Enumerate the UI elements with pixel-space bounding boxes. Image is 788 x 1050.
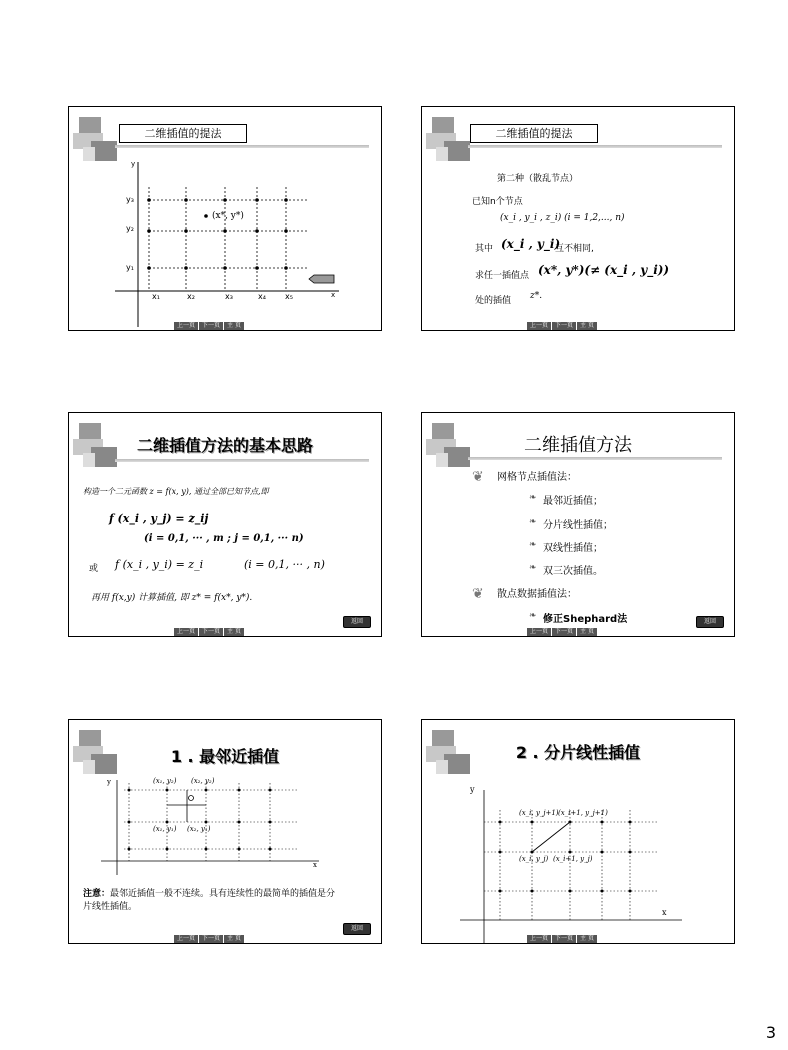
formula: (x_i , y_i , z_i) (i = 1,2,..., n) xyxy=(500,213,625,223)
slide-decoration xyxy=(426,117,470,163)
bullet-icon: ❧ xyxy=(529,493,537,503)
title-underline xyxy=(115,459,369,462)
slide-title: 二维插值方法 xyxy=(524,435,632,456)
point-label: (x₂, y₁) xyxy=(187,825,211,833)
note-label: 注意： xyxy=(83,889,111,899)
text-line: 或 xyxy=(89,564,99,574)
home-button[interactable]: 主 页 xyxy=(577,628,597,636)
back-button[interactable]: 返回 xyxy=(343,616,371,628)
note xyxy=(83,888,341,914)
prev-page-button[interactable]: 上一页 xyxy=(174,322,198,330)
section-heading: 散点数据插值法： xyxy=(497,589,577,600)
bullet-icon: ❧ xyxy=(529,611,537,621)
section-heading: 网格节点插值法： xyxy=(497,472,577,483)
next-page-button[interactable]: 下一页 xyxy=(199,322,223,330)
y-tick-2: y₂ xyxy=(126,224,134,233)
back-button[interactable]: 返回 xyxy=(696,616,724,628)
y-tick-1: y₁ xyxy=(126,263,134,272)
back-button[interactable]: 返回 xyxy=(343,923,371,935)
slide-title: 二维插值的提法 xyxy=(470,124,598,143)
formula: (x*, y*)(≠ (x_i , y_i)) xyxy=(538,263,670,277)
nav-bar xyxy=(174,322,245,330)
point-label: (x₁, y₂) xyxy=(153,777,177,785)
point-label: (x₂, y₂) xyxy=(191,777,215,785)
next-page-button[interactable]: 下一页 xyxy=(552,628,576,636)
title-underline xyxy=(115,145,369,148)
bullet-icon: ❧ xyxy=(529,563,537,573)
y-tick-3: y₃ xyxy=(126,195,134,204)
interp-point-label: (x*, y*) xyxy=(212,211,244,221)
bullet-icon: ❧ xyxy=(529,517,537,527)
leaf-icon: ❦ xyxy=(472,586,484,602)
formula: (i = 0,1, ··· , m ; j = 0,1, ··· n) xyxy=(144,533,304,544)
text-line: 其中 xyxy=(475,244,494,254)
nav-bar xyxy=(174,935,245,943)
text-line: 处的插值 xyxy=(475,296,512,306)
nav-bar xyxy=(527,935,598,943)
slide-title: 1 . 最邻近插值 xyxy=(170,747,280,766)
title-underline xyxy=(468,145,722,148)
x-tick-3: x₃ xyxy=(225,292,233,301)
list-item: 双三次插值。 xyxy=(543,566,603,577)
nav-bar xyxy=(527,322,598,330)
slide-6 xyxy=(421,719,735,944)
home-button[interactable]: 主 页 xyxy=(577,935,597,943)
leaf-icon: ❦ xyxy=(472,469,484,485)
text-line: 互不相同, xyxy=(555,244,594,254)
home-button[interactable]: 主 页 xyxy=(224,935,244,943)
formula: f (x_i , y_i) = z_i xyxy=(115,558,204,571)
formula: f (x_i , y_j) = z_ij xyxy=(109,512,209,525)
slide-5 xyxy=(68,719,382,944)
prev-page-button[interactable]: 上一页 xyxy=(527,935,551,943)
x-tick-1: x₁ xyxy=(152,292,160,301)
point-label: (x_i, y_j) xyxy=(519,855,549,863)
next-page-button[interactable]: 下一页 xyxy=(552,935,576,943)
next-page-button[interactable]: 下一页 xyxy=(199,935,223,943)
slide-1 xyxy=(68,106,382,331)
title-underline xyxy=(468,457,722,460)
nav-bar xyxy=(174,628,245,636)
text-line: 第二种（散乱节点） xyxy=(497,174,579,184)
x-axis-label: x xyxy=(662,908,667,917)
x-axis-label: x xyxy=(331,291,336,299)
x-tick-2: x₂ xyxy=(187,292,195,301)
prev-page-button[interactable]: 上一页 xyxy=(527,628,551,636)
slide-3 xyxy=(68,412,382,637)
point-label: (x₁, y₁) xyxy=(153,825,177,833)
list-item: 修正Shephard法 xyxy=(543,614,628,625)
slide-2 xyxy=(421,106,735,331)
home-button[interactable]: 主 页 xyxy=(224,322,244,330)
point-label: (x_i+1, y_j+1) xyxy=(558,809,608,817)
y-axis-label: y xyxy=(470,785,475,794)
x-tick-5: x₅ xyxy=(285,292,293,301)
point-label: (x_i, y_j+1) xyxy=(519,809,559,817)
x-tick-4: x₄ xyxy=(258,292,266,301)
home-button[interactable]: 主 页 xyxy=(577,322,597,330)
page-number: 3 xyxy=(765,1023,776,1042)
next-page-button[interactable]: 下一页 xyxy=(552,322,576,330)
nearest-neighbor-diagram xyxy=(99,775,339,875)
prev-page-button[interactable]: 上一页 xyxy=(527,322,551,330)
note-text: 最邻近插值一般不连续。具有连续性的最简单的插值是分片线性插值。 xyxy=(83,889,336,912)
home-button[interactable]: 主 页 xyxy=(224,628,244,636)
slide-title: 二维插值的提法 xyxy=(119,124,247,143)
grid-diagram xyxy=(109,157,369,327)
slide-4 xyxy=(421,412,735,637)
list-item: 最邻近插值； xyxy=(543,496,603,507)
text-line: 求任一插值点 xyxy=(475,271,530,281)
text-line: 再用 f(x,y) 计算插值, 即 z* = f(x*, y*). xyxy=(91,593,253,603)
bullet-icon: ❧ xyxy=(529,540,537,550)
y-axis-label: y xyxy=(131,160,136,168)
prev-page-button[interactable]: 上一页 xyxy=(174,628,198,636)
prev-page-button[interactable]: 上一页 xyxy=(174,935,198,943)
y-axis-label: y xyxy=(107,778,111,786)
list-item: 双线性插值； xyxy=(543,543,603,554)
list-item: 分片线性插值； xyxy=(543,520,613,531)
formula: (i = 0,1, ··· , n) xyxy=(244,558,325,571)
text-line: 已知n个节点 xyxy=(472,197,523,207)
slide-decoration xyxy=(426,730,470,776)
next-page-button[interactable]: 下一页 xyxy=(199,628,223,636)
point-label: (x_i+1, y_j) xyxy=(553,855,593,863)
formula: z*. xyxy=(530,291,543,301)
slide-title: 2 . 分片线性插值 xyxy=(515,743,641,762)
slide-title: 二维插值方法的基本思路 xyxy=(136,436,313,455)
x-axis-label: x xyxy=(313,861,317,869)
text-line: 构造一个二元函数 z = f(x, y), 通过全部已知节点,即 xyxy=(83,487,269,496)
nav-bar xyxy=(527,628,598,636)
formula: (x_i , y_i) xyxy=(501,237,561,251)
